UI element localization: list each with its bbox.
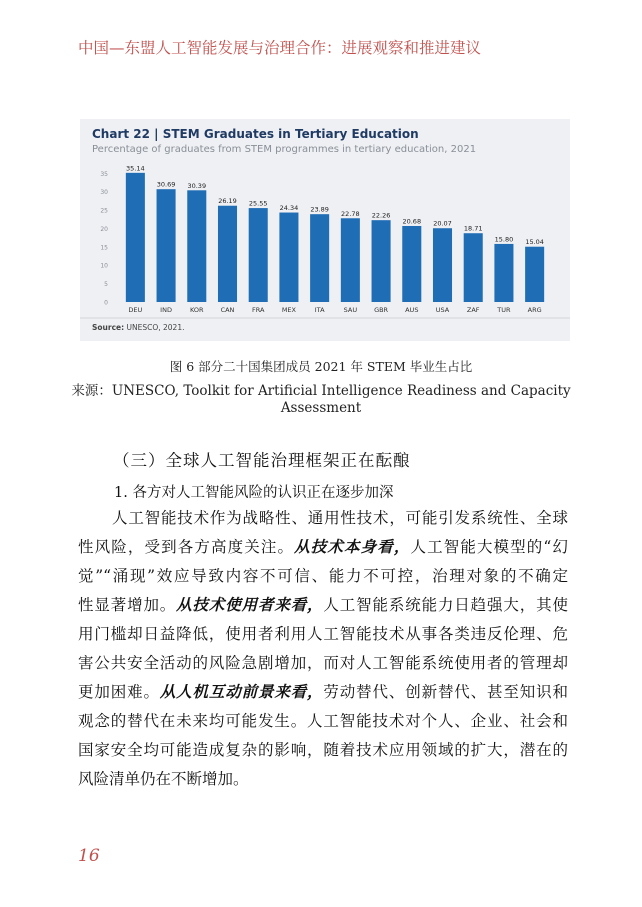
paragraph-line-5: 用门槛却日益降低，使用者利用人工智能技术从事各类违反伦理、危 — [78, 625, 568, 643]
y-tick-label: 35 — [100, 170, 108, 178]
x-tick-label: IND — [160, 306, 172, 314]
bar-value-label: 15.04 — [525, 238, 544, 247]
figure-caption: 图 6 部分二十国集团成员 2021 年 STEM 毕业生占比 — [169, 359, 473, 374]
subsection-heading: 1. 各方对人工智能风险的认识正在逐步加深 — [114, 485, 394, 501]
y-tick-label: 10 — [100, 262, 108, 270]
paragraph-line-1: 人工智能技术作为战略性、通用性技术，可能引发系统性、全球 — [112, 509, 568, 527]
bar — [157, 189, 176, 302]
chart-title: Chart 22 | STEM Graduates in Tertiary Education — [92, 127, 419, 141]
x-tick-label: FRA — [251, 306, 265, 314]
paragraph-line-7 — [78, 682, 568, 703]
paragraph-text: 性显著增加。 — [78, 596, 177, 614]
figure-source-line-2: Assessment — [280, 400, 362, 416]
x-tick-label: TUR — [497, 306, 511, 314]
x-tick-label: USA — [435, 306, 450, 314]
bar-value-label: 22.26 — [371, 211, 391, 220]
section-heading: （三）全球人工智能治理框架正在酝酿 — [113, 451, 411, 470]
x-tick-label: AUS — [405, 306, 419, 314]
bar — [494, 244, 513, 302]
paragraph-text: 更加困难。 — [78, 683, 160, 701]
y-tick-label: 5 — [104, 281, 108, 289]
x-tick-label: MEX — [281, 306, 297, 314]
bar-value-label: 25.55 — [248, 199, 268, 208]
paragraph-line-6: 害公共安全活动的风险急剧增加，而对人工智能系统使用者的管理却 — [78, 654, 568, 672]
chart-source-text: UNESCO, 2021. — [124, 323, 185, 332]
chart-subtitle: Percentage of graduates from STEM programmes in tertiary education, 2021 — [92, 144, 477, 155]
running-header: 中国—东盟人工智能发展与治理合作：进展观察和推进建议 — [78, 39, 482, 57]
bar-value-label: 15.80 — [494, 235, 514, 244]
bar — [341, 218, 360, 302]
bar-value-label: 30.39 — [187, 181, 207, 190]
x-tick-label: ITA — [314, 306, 325, 314]
x-tick-label: DEU — [128, 306, 143, 314]
bar — [525, 247, 544, 302]
paragraph-text: 性风险，受到各方高度关注。 — [78, 538, 295, 556]
bar — [433, 228, 452, 302]
x-tick-label: GBR — [374, 306, 389, 314]
bar — [218, 206, 237, 302]
paragraph-text: 人工智能大模型的“幻 — [410, 538, 568, 556]
emphasis-technology-itself: 从技术本身看， — [294, 537, 411, 556]
paragraph-line-9: 国家安全均可能造成复杂的影响，随着技术应用领域的扩大，潜在的 — [78, 741, 568, 759]
emphasis-technology-users: 从技术使用者来看， — [176, 595, 324, 614]
bar-value-label: 20.07 — [433, 219, 452, 228]
figure-source-line-1: 来源：UNESCO, Toolkit for Artificial Intelligence Readiness and Capacity — [71, 383, 571, 399]
paragraph-line-10: 风险清单仍在不断增加。 — [78, 770, 249, 788]
bar-value-label: 20.68 — [402, 217, 422, 226]
emphasis-human-machine-interaction: 从人机互动前景来看， — [159, 682, 324, 701]
bar — [310, 214, 329, 302]
chart-source — [92, 323, 185, 332]
bar — [126, 173, 145, 302]
bar-value-label: 18.71 — [463, 224, 483, 233]
bar-value-label: 35.14 — [126, 164, 145, 173]
chart-figure — [80, 119, 570, 341]
x-tick-label: CAN — [220, 306, 235, 314]
bar-value-label: 23.89 — [310, 205, 329, 214]
y-tick-label: 15 — [100, 244, 108, 252]
bar-value-label: 26.19 — [218, 197, 237, 206]
bar — [279, 213, 298, 302]
page-number: 16 — [78, 846, 100, 866]
bar — [464, 233, 483, 302]
x-tick-label: ZAF — [466, 306, 480, 314]
paragraph-line-2 — [78, 537, 568, 558]
paragraph-text: 劳动替代、创新替代、甚至知识和 — [323, 683, 568, 701]
bar-value-label: 30.69 — [156, 180, 176, 189]
bar-value-label: 24.34 — [279, 204, 299, 213]
x-tick-label: KOR — [190, 306, 204, 314]
bar — [187, 190, 206, 302]
paragraph-text: 人工智能系统能力日趋强大，其使 — [323, 596, 568, 614]
y-tick-label: 0 — [104, 299, 108, 307]
bar-value-label: 22.78 — [341, 209, 360, 218]
y-tick-label: 30 — [100, 189, 108, 197]
x-tick-label: SAU — [343, 306, 358, 314]
bar — [249, 208, 268, 302]
y-tick-label: 20 — [100, 225, 108, 233]
bar — [402, 226, 421, 302]
chart-source-label: Source: — [92, 323, 125, 332]
paragraph-line-3: 觉”“涌现”效应导致内容不可信、能力不可控，治理对象的不确定 — [78, 567, 568, 585]
paragraph-line-8: 观念的替代在未来均可能发生。人工智能技术对个人、企业、社会和 — [78, 712, 568, 730]
y-tick-label: 25 — [100, 207, 108, 215]
paragraph-line-4 — [78, 595, 568, 616]
x-tick-label: ARG — [527, 306, 542, 314]
bar — [372, 220, 391, 302]
